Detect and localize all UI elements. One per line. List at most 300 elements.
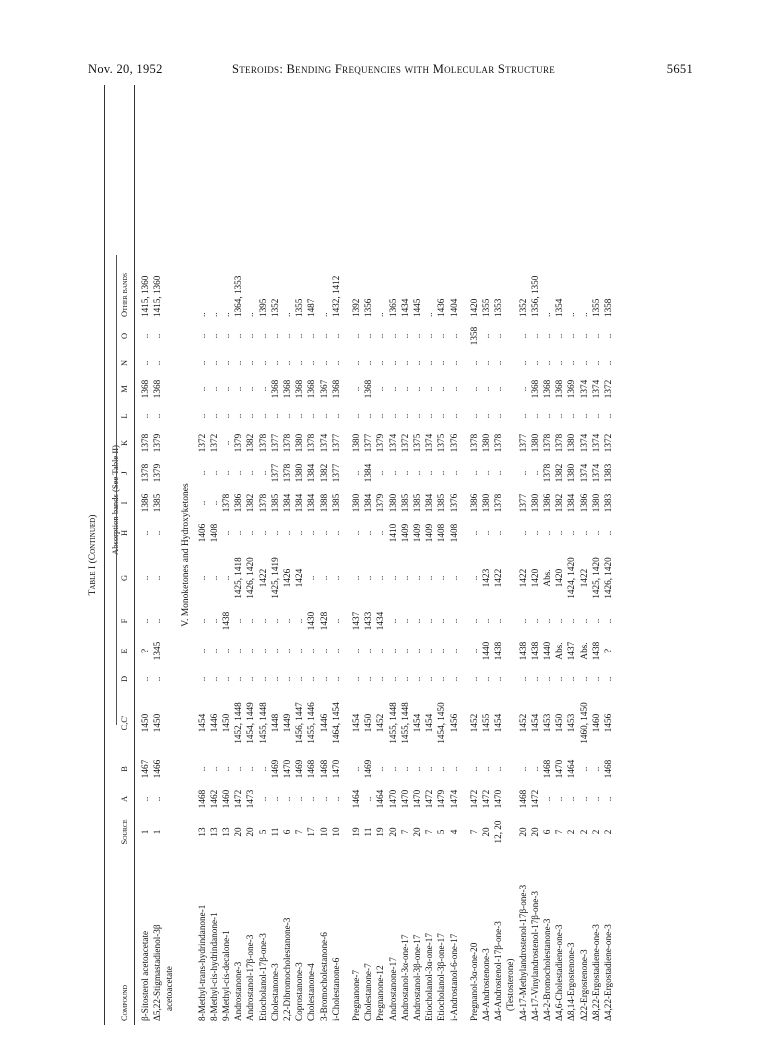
table-cell: 1374 — [578, 463, 589, 483]
table-cell: Δ4-17-Methylandrostenol-17β-one-3 — [517, 884, 528, 1021]
table-cell: 1404 — [448, 298, 459, 317]
table-cell: 1372 — [603, 379, 613, 399]
table-cell: .. — [517, 676, 528, 682]
table-cell: 1380 — [481, 493, 491, 513]
table-cell: 1380 — [294, 433, 305, 453]
table-cell: 1464 — [351, 789, 361, 809]
table-cell: .. — [221, 676, 231, 682]
table-cell: .. — [363, 530, 374, 536]
table-cell: .. — [566, 360, 577, 366]
table-cell: .. — [554, 413, 565, 419]
table-cell: 1468 — [306, 759, 317, 779]
table-cell: .. — [436, 386, 447, 392]
table-row — [294, 85, 305, 1025]
table-cell: .. — [578, 676, 589, 682]
table-cell: 1378 — [221, 493, 231, 513]
table-cell: 1367 — [318, 379, 329, 399]
table-cell: Δ4-Androstenol-17β-one-3 — [493, 921, 504, 1021]
table-row — [505, 85, 516, 1025]
header-bottom-rule — [134, 85, 135, 1025]
table-cell: .. — [399, 333, 410, 339]
table-cell: .. — [257, 648, 268, 654]
table-cell: .. — [152, 360, 163, 366]
table-cell: 1384 — [306, 493, 317, 513]
table-cell: .. — [399, 470, 410, 476]
table-cell: .. — [269, 676, 280, 682]
table-cell: .. — [221, 648, 231, 654]
table-cell: .. — [196, 500, 207, 506]
table-cell: .. — [140, 413, 150, 419]
table-cell: .. — [542, 333, 552, 339]
table-cell: 1446 — [318, 713, 329, 733]
table-cell: .. — [375, 530, 386, 536]
section-heading: V. Monoketones and Hydroxyketones — [180, 483, 191, 627]
table-cell: 1440 — [481, 641, 491, 661]
table-cell: .. — [493, 766, 504, 772]
table-cell: .. — [603, 413, 613, 419]
table-cell: 1374 — [387, 433, 398, 453]
table-cell: .. — [257, 766, 268, 772]
table-cell: 1423 — [481, 568, 491, 588]
table-cell: 1380 — [529, 493, 540, 513]
table-cell: 1382 — [245, 433, 256, 453]
table-cell: .. — [330, 413, 341, 419]
table-cell: .. — [330, 530, 341, 536]
table-cell: .. — [318, 413, 329, 419]
table-cell: 19 — [351, 827, 361, 837]
table-cell: .. — [318, 575, 329, 581]
table-cell: 20 — [233, 827, 244, 837]
table-cell: 1365 — [387, 298, 398, 317]
table-cell: 1452 — [375, 713, 386, 733]
table-row — [375, 85, 386, 1025]
table-cell: .. — [412, 766, 422, 772]
table-cell: .. — [603, 796, 613, 802]
table-cell: .. — [306, 648, 317, 654]
table-cell: .. — [208, 500, 219, 506]
table-cell: 1472 — [233, 789, 244, 809]
table-cell: 1385 — [269, 493, 280, 513]
table-cell: 1368 — [529, 379, 540, 399]
table-cell: .. — [468, 360, 479, 366]
table-cell: .. — [363, 413, 374, 419]
table-cell: 1377 — [330, 433, 341, 453]
table-cell: .. — [282, 312, 292, 317]
table-cell: 1468 — [542, 759, 552, 779]
table-cell: 1452 — [468, 713, 479, 733]
table-cell: .. — [363, 676, 374, 682]
table-cell: .. — [375, 386, 386, 392]
table-cell: Δ4-17-Vinylandrostenol-17β-one-3 — [529, 891, 540, 1021]
table-cell: .. — [257, 333, 268, 339]
table-cell: .. — [318, 333, 329, 339]
table-cell: .. — [257, 386, 268, 392]
table-cell: 1385 — [330, 493, 341, 513]
table-cell: .. — [306, 360, 317, 366]
table-cell: Δ5,22-Stigmastadienol-3β — [152, 924, 163, 1021]
table-cell: .. — [436, 766, 447, 772]
table-cell: .. — [387, 413, 398, 419]
table-cell: .. — [208, 766, 219, 772]
table-cell: .. — [318, 676, 329, 682]
table-cell: 1455, 1446 — [306, 702, 317, 744]
table-cell: .. — [140, 796, 150, 802]
page-number: 5651 — [666, 62, 693, 76]
table-cell: 1453 — [566, 713, 577, 733]
table-cell: .. — [387, 618, 398, 624]
table-cell: .. — [351, 360, 361, 366]
table-row — [412, 85, 423, 1025]
table-cell: .. — [542, 676, 552, 682]
column-header: Source — [120, 819, 129, 845]
table-cell: 1375 — [436, 433, 447, 453]
table-cell: .. — [468, 676, 479, 682]
table-cell: 1454, 1449 — [245, 702, 256, 744]
table-cell: 1470 — [554, 759, 565, 779]
table-row — [331, 85, 342, 1025]
table-cell: .. — [257, 676, 268, 682]
table-cell: 1437 — [351, 611, 361, 631]
table-cell: .. — [412, 648, 422, 654]
table-cell: .. — [140, 575, 150, 581]
table-cell: 1384 — [282, 493, 292, 513]
table-cell: .. — [208, 575, 219, 581]
table-cell: .. — [375, 766, 386, 772]
table-cell: 1433 — [363, 611, 374, 631]
table-cell: .. — [351, 575, 361, 581]
table-cell: 1425, 1419 — [269, 557, 280, 599]
table-cell: .. — [152, 618, 163, 624]
table-cell: .. — [233, 413, 244, 419]
table-cell: .. — [387, 766, 398, 772]
table-cell: .. — [351, 766, 361, 772]
table-cell: 1378 — [282, 463, 292, 483]
table-cell: .. — [282, 530, 292, 536]
table-cell: .. — [603, 333, 613, 339]
table-cell: 1434 — [399, 298, 410, 317]
table-row — [388, 85, 399, 1025]
table-cell: 1385 — [436, 493, 447, 513]
table-cell: .. — [221, 530, 231, 536]
table-row — [351, 85, 362, 1025]
table-cell: 7 — [399, 829, 410, 835]
table-cell: 7 — [294, 829, 305, 835]
table-cell: 1380 — [566, 463, 577, 483]
table-cell: .. — [351, 386, 361, 392]
table-cell: 1358 — [468, 326, 479, 346]
table-cell: .. — [245, 530, 256, 536]
table-cell: 1470 — [412, 789, 422, 809]
table-cell: .. — [330, 676, 341, 682]
table-cell: 1454 — [351, 713, 361, 733]
table-cell: 1378 — [306, 433, 317, 453]
table-cell: 1454 — [424, 713, 435, 733]
table-cell: .. — [590, 360, 601, 366]
table-cell: 1378 — [493, 433, 504, 453]
table-cell: 11 — [269, 827, 280, 837]
table-cell: 1353 — [493, 298, 504, 317]
table-cell: 1382 — [554, 493, 565, 513]
table-cell: .. — [481, 618, 491, 624]
table-cell: 1472 — [424, 789, 435, 809]
table-cell: Androstanol-17β-one-3 — [245, 934, 256, 1021]
absorption-bands-label: Absorption bands (See Table II) — [110, 445, 120, 555]
table-cell: .. — [351, 648, 361, 654]
table-cell: 1450 — [221, 713, 231, 733]
table-row — [233, 85, 244, 1025]
table-cell: 1420 — [529, 568, 540, 588]
table-cell: 1374 — [578, 379, 589, 399]
table-cell: 1382 — [318, 463, 329, 483]
table-cell: .. — [529, 530, 540, 536]
table-cell: .. — [436, 676, 447, 682]
table-cell: 1372 — [196, 433, 207, 453]
column-header: D — [120, 675, 129, 683]
table-cell: .. — [375, 676, 386, 682]
table-cell: 1368 — [363, 379, 374, 399]
table-cell: .. — [269, 413, 280, 419]
table-cell: 1430 — [306, 611, 317, 631]
table-cell: .. — [542, 530, 552, 536]
table-cell: 1438 — [517, 641, 528, 661]
table-cell: 1368 — [542, 379, 552, 399]
table-cell: .. — [351, 530, 361, 536]
table-cell: .. — [529, 618, 540, 624]
table-cell: 6 — [542, 829, 552, 835]
table-cell: .. — [493, 360, 504, 366]
table-cell: .. — [306, 413, 317, 419]
table-cell: .. — [603, 530, 613, 536]
table-cell: .. — [294, 796, 305, 802]
table-cell: .. — [399, 413, 410, 419]
table-cell: .. — [257, 530, 268, 536]
table-cell: .. — [578, 312, 589, 317]
table-cell: 1455 — [481, 713, 491, 733]
table-cell: .. — [330, 333, 341, 339]
table-cell: 1438 — [590, 641, 601, 661]
column-header: N — [120, 359, 129, 367]
table-cell: 1358 — [603, 298, 613, 317]
table-cell: .. — [542, 312, 552, 317]
table-cell: .. — [257, 796, 268, 802]
table-cell: .. — [468, 413, 479, 419]
table-row — [603, 85, 614, 1025]
table-cell: .. — [221, 575, 231, 581]
table-cell: 1468 — [196, 789, 207, 809]
table-cell: 1479 — [436, 789, 447, 809]
table-cell: 1424 — [294, 568, 305, 588]
table-cell: .. — [351, 470, 361, 476]
table-row — [319, 85, 330, 1025]
table-cell: .. — [578, 530, 589, 536]
table-cell: 1422 — [257, 568, 268, 588]
table-cell: .. — [448, 648, 459, 654]
table-cell: .. — [387, 648, 398, 654]
table-cell: .. — [424, 413, 435, 419]
table-cell: 2 — [590, 829, 601, 835]
table-cell: 1464 — [566, 759, 577, 779]
table-cell: 1383 — [603, 463, 613, 483]
table-cell: 20 — [481, 827, 491, 837]
table-cell: 1355 — [481, 298, 491, 317]
table-cell: 11 — [363, 827, 374, 837]
table-cell: 1470 — [493, 789, 504, 809]
table-cell: Etiocholanol-3α-one-17 — [424, 933, 435, 1021]
table-cell: .. — [481, 386, 491, 392]
table-row — [282, 85, 293, 1025]
column-header: C,C' — [120, 715, 129, 731]
table-cell: .. — [578, 766, 589, 772]
table-cell: 1385 — [412, 493, 422, 513]
table-cell: .. — [517, 413, 528, 419]
table-cell: 1438 — [221, 611, 231, 631]
table-cell: .. — [424, 312, 435, 317]
table-cell: 1386 — [233, 493, 244, 513]
table-cell: 1356, 1350 — [529, 275, 540, 317]
table-cell: 1372 — [208, 433, 219, 453]
table-cell: .. — [448, 360, 459, 366]
table-cell: 1385 — [399, 493, 410, 513]
table-cell: .. — [208, 648, 219, 654]
table-cell: .. — [424, 470, 435, 476]
table-cell: .. — [208, 360, 219, 366]
table-cell: 1378 — [257, 433, 268, 453]
table-cell: .. — [448, 766, 459, 772]
table-cell: .. — [554, 360, 565, 366]
table-cell: 3-Bromocholestanone-6 — [318, 932, 329, 1021]
table-cell: .. — [412, 360, 422, 366]
table-cell: .. — [152, 796, 163, 802]
table-cell: 1450 — [554, 713, 565, 733]
table-cell: 1470 — [330, 759, 341, 779]
table-cell: 1408 — [436, 523, 447, 543]
page-header-title: Steroids: Bending Frequencies with Molecular Structure — [232, 62, 556, 76]
table-cell: .. — [152, 575, 163, 581]
table-cell: .. — [233, 470, 244, 476]
table-cell: .. — [566, 530, 577, 536]
table-cell: Pregnanone-12 — [375, 965, 386, 1021]
table-cell: .. — [387, 386, 398, 392]
table-cell: .. — [245, 676, 256, 682]
table-cell: .. — [330, 575, 341, 581]
table-cell: .. — [294, 676, 305, 682]
table-cell: .. — [351, 333, 361, 339]
table-cell: 1454 — [412, 713, 422, 733]
table-cell: 1380 — [294, 463, 305, 483]
table-cell: 1454, 1450 — [436, 702, 447, 744]
table-cell: 1426, 1420 — [245, 557, 256, 599]
table-cell: 1449 — [282, 713, 292, 733]
table-cell: 1448 — [269, 713, 280, 733]
table-cell: .. — [245, 470, 256, 476]
table-cell: 1377 — [517, 433, 528, 453]
column-header: B — [120, 766, 129, 772]
column-header: Compound — [120, 985, 129, 1021]
table-cell: 1426, 1420 — [603, 557, 613, 599]
table-cell: .. — [363, 796, 374, 802]
table-cell: .. — [375, 312, 386, 317]
table-cell: 1438 — [529, 641, 540, 661]
table-cell: Δ22-Ergostenone-3 — [578, 949, 589, 1021]
table-cell: .. — [603, 360, 613, 366]
table-cell: 1408 — [448, 523, 459, 543]
table-cell: .. — [257, 618, 268, 624]
table-cell: 1432, 1412 — [330, 275, 341, 317]
table-cell: 1392 — [351, 298, 361, 317]
table-cell: Cholestanone-4 — [306, 963, 317, 1021]
table-cell: .. — [306, 530, 317, 536]
table-cell: .. — [448, 470, 459, 476]
table-cell: Abs. — [554, 642, 565, 660]
table-cell: β-Sitosterol acetoacetate — [140, 930, 150, 1021]
table-cell: 1472 — [481, 789, 491, 809]
table-cell: 1422 — [578, 568, 589, 588]
table-cell: .. — [554, 333, 565, 339]
table-cell: .. — [578, 360, 589, 366]
table-cell: .. — [257, 470, 268, 476]
table-cell: .. — [554, 530, 565, 536]
table-cell: 1385 — [152, 493, 163, 513]
table-cell: 1425, 1418 — [233, 557, 244, 599]
table-cell: .. — [245, 312, 256, 317]
table-cell: 20 — [529, 827, 540, 837]
table-cell: .. — [517, 333, 528, 339]
table-cell: 1374 — [590, 463, 601, 483]
table-cell: 13 — [221, 827, 231, 837]
table-cell: .. — [351, 413, 361, 419]
table-cell: .. — [221, 413, 231, 419]
table-cell: 1378 — [140, 433, 150, 453]
table-cell: 1372 — [603, 433, 613, 453]
table-cell: .. — [233, 676, 244, 682]
table-cell: .. — [196, 333, 207, 339]
table-cell: .. — [424, 618, 435, 624]
table-cell: 1409 — [424, 523, 435, 543]
table-cell: .. — [566, 676, 577, 682]
table-row — [591, 85, 602, 1025]
table-cell: .. — [554, 618, 565, 624]
table-cell: .. — [542, 796, 552, 802]
table-cell: 1472 — [529, 789, 540, 809]
table-cell: 2 — [578, 829, 589, 835]
table-cell: 1470 — [282, 759, 292, 779]
table-row — [152, 85, 163, 1025]
table-cell: .. — [196, 766, 207, 772]
table-cell: .. — [196, 648, 207, 654]
table-cell: 1469 — [294, 759, 305, 779]
table-cell: 1369 — [566, 379, 577, 399]
table-cell: .. — [517, 766, 528, 772]
table-cell: .. — [529, 766, 540, 772]
table-cell: 1384 — [306, 463, 317, 483]
table-cell: .. — [436, 413, 447, 419]
table-cell: .. — [566, 413, 577, 419]
table-cell: .. — [208, 312, 219, 317]
table-cell: .. — [269, 796, 280, 802]
table-cell: 1374 — [424, 433, 435, 453]
table-cell: .. — [363, 333, 374, 339]
table-cell: .. — [412, 386, 422, 392]
table-cell: .. — [221, 470, 231, 476]
table-caption: Table I (Continued) — [88, 514, 98, 596]
table-cell: 1410 — [387, 523, 398, 543]
table-cell: .. — [140, 333, 150, 339]
table-cell: 19 — [375, 827, 386, 837]
table-cell: .. — [468, 386, 479, 392]
table-cell: 1377 — [269, 433, 280, 453]
table-cell: .. — [481, 360, 491, 366]
table-cell: 1379 — [233, 433, 244, 453]
